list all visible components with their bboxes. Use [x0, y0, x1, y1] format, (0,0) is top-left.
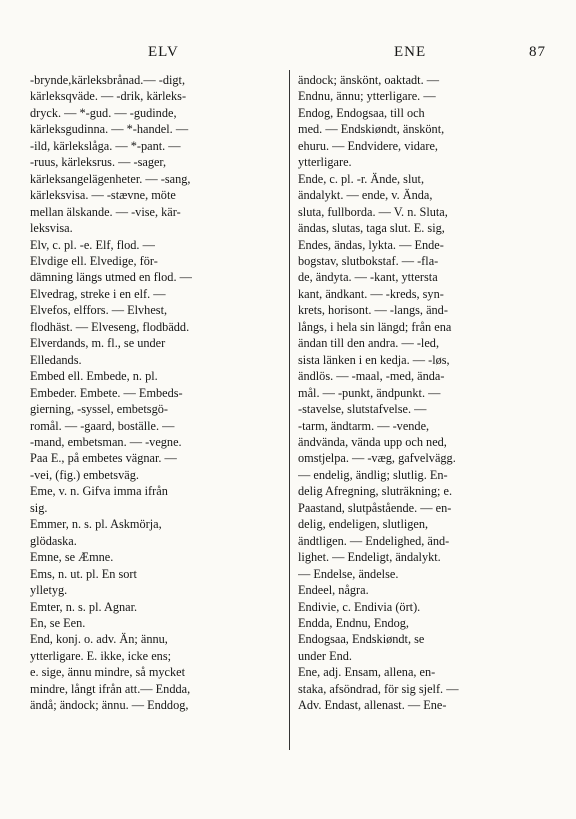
- dictionary-line: -ruus, kärleksrus. — -sager,: [30, 155, 167, 170]
- dictionary-line: Endogsaa, Endskiøndt, se: [298, 632, 425, 647]
- dictionary-line: Emne, se Æmne.: [30, 550, 114, 565]
- dictionary-line: kärleksqväde. — -drik, kärleks-: [30, 89, 187, 104]
- dictionary-line: Paa E., på embetes vägnar. —: [30, 451, 177, 466]
- dictionary-line: romål. — -gaard, boställe. —: [30, 418, 175, 433]
- dictionary-line: -brynde,kärleksbrånad.— -digt,: [30, 73, 186, 87]
- dictionary-line: Eme, v. n. Gifva imma ifrån: [30, 484, 168, 499]
- right-column: [298, 72, 548, 752]
- dictionary-line: kärleksangelägenheter. — -sang,: [30, 171, 191, 186]
- dictionary-line: leksvisa.: [30, 221, 73, 236]
- dictionary-line: ylletyg.: [30, 583, 68, 598]
- dictionary-line: e. sige, ännu mindre, så mycket: [30, 665, 186, 680]
- page-header: [32, 44, 546, 64]
- column-divider: [289, 70, 290, 750]
- dictionary-line: med. — Endskiøndt, änskönt,: [298, 122, 445, 137]
- dictionary-line: dryck. — *-gud. — -gudinde,: [30, 105, 177, 120]
- left-column: [30, 72, 282, 752]
- dictionary-line: sista länken i en kedja. — -løs,: [298, 352, 450, 367]
- dictionary-line: ändock; änskönt, oaktadt. —: [298, 73, 440, 87]
- dictionary-line: glödaska.: [30, 533, 77, 548]
- running-head-left: ELV: [148, 44, 179, 60]
- dictionary-line: sig.: [30, 500, 48, 515]
- dictionary-line: Embeder. Embete. — Embeds-: [30, 385, 183, 400]
- dictionary-line: — endelig, ändlig; slutlig. En-: [298, 467, 448, 482]
- dictionary-line: Embed ell. Embede, n. pl.: [30, 369, 158, 384]
- dictionary-line: ändvända, vända upp och ned,: [298, 434, 447, 449]
- dictionary-line: Endeel, några.: [298, 583, 369, 598]
- dictionary-line: långs, i hela sin längd; från ena: [298, 319, 452, 334]
- dictionary-line: Ems, n. ut. pl. En sort: [30, 566, 137, 581]
- dictionary-line: Ene, adj. Ensam, allena, en-: [298, 665, 436, 680]
- dictionary-line: Emter, n. s. pl. Agnar.: [30, 599, 138, 614]
- dictionary-line: Elverdands, m. fl., se under: [30, 336, 166, 351]
- dictionary-line: kärleksvisa. — -stævne, möte: [30, 188, 176, 203]
- dictionary-line: kärleksgudinna. — *-handel. —: [30, 122, 189, 137]
- dictionary-line: Elv, c. pl. -e. Elf, flod. —: [30, 237, 155, 252]
- dictionary-line: Elvdige ell. Elvedige, för-: [30, 253, 158, 268]
- dictionary-line: En, se Een.: [30, 615, 86, 630]
- dictionary-line: mellan älskande. — -vise, kär-: [30, 204, 181, 219]
- dictionary-line: Endes, ändas, lykta. — Ende-: [298, 237, 444, 252]
- dictionary-line: -tarm, ändtarm. — -vende,: [298, 418, 430, 433]
- dictionary-line: Elvefos, elffors. — Elvhest,: [30, 303, 168, 318]
- dictionary-line: ändan till den andra. — -led,: [298, 336, 440, 351]
- dictionary-line: Endog, Endogsaa, till och: [298, 105, 425, 120]
- dictionary-line: delig Afregning, sluträkning; e.: [298, 484, 453, 499]
- dictionary-line: Adv. Endast, allenast. — Ene-: [298, 698, 447, 713]
- dictionary-line: -mand, embetsman. — -vegne.: [30, 434, 182, 449]
- running-head-right: ENE: [394, 44, 427, 60]
- dictionary-line: Endda, Endnu, Endog,: [298, 615, 409, 630]
- dictionary-line: flodhäst. — Elveseng, flodbädd.: [30, 319, 190, 334]
- dictionary-line: gierning, -syssel, embetsgö-: [30, 402, 168, 417]
- dictionary-line: ändas, slutas, taga slut. E. sig,: [298, 221, 445, 236]
- dictionary-line: ytterligare. E. ikke, icke ens;: [30, 648, 172, 663]
- dictionary-line: Elvedrag, streke i en elf. —: [30, 286, 166, 301]
- dictionary-line: ändalykt. — ende, v. Ända,: [298, 188, 433, 203]
- dictionary-line: omstjelpa. — -væg, gafvelvägg.: [298, 451, 456, 466]
- dictionary-line: de, ändyta. — -kant, yttersta: [298, 270, 438, 285]
- dictionary-line: sluta, fullborda. — V. n. Sluta,: [298, 204, 448, 219]
- dictionary-line: ehuru. — Endvidere, vidare,: [298, 138, 438, 153]
- dictionary-line: End, konj. o. adv. Än; ännu,: [30, 632, 168, 647]
- dictionary-line: Elledands.: [30, 352, 82, 367]
- dictionary-line: under End.: [298, 648, 352, 663]
- dictionary-line: mindre, långt ifrån att.— Endda,: [30, 681, 191, 696]
- dictionary-line: staka, afsöndrad, för sig sjelf. —: [298, 681, 459, 696]
- dictionary-line: Ende, c. pl. -r. Ände, slut,: [298, 171, 425, 186]
- dictionary-line: ändå; ändock; ännu. — Enddog,: [30, 698, 189, 713]
- dictionary-line: ändtligen. — Endelighed, änd-: [298, 533, 450, 548]
- dictionary-line: ytterligare.: [298, 155, 352, 170]
- dictionary-line: dämning längs utmed en flod. —: [30, 270, 192, 285]
- dictionary-line: -ild, kärlekslåga. — *-pant. —: [30, 138, 181, 153]
- dictionary-line: kant, ändkant. — -kreds, syn-: [298, 286, 444, 301]
- page-number: 87: [529, 44, 546, 60]
- dictionary-line: — Endelse, ändelse.: [298, 566, 399, 581]
- dictionary-line: ändlös. — -maal, -med, ända-: [298, 369, 445, 384]
- dictionary-line: Paastand, slutpåstående. — en-: [298, 500, 452, 515]
- dictionary-line: Endivie, c. Endivia (ört).: [298, 599, 421, 614]
- dictionary-line: -stavelse, slutstafvelse. —: [298, 402, 427, 417]
- dictionary-line: Emmer, n. s. pl. Askmörja,: [30, 517, 162, 532]
- dictionary-line: krets, horisont. — -langs, änd-: [298, 303, 448, 318]
- dictionary-line: -vei, (fig.) embetsväg.: [30, 467, 139, 482]
- dictionary-line: Endnu, ännu; ytterligare. —: [298, 89, 436, 104]
- dictionary-line: lighet. — Endeligt, ändalykt.: [298, 550, 441, 565]
- dictionary-line: bogstav, slutbokstaf. — -fla-: [298, 253, 439, 268]
- dictionary-line: mål. — -punkt, ändpunkt. —: [298, 385, 441, 400]
- dictionary-line: delig, endeligen, slutligen,: [298, 517, 429, 532]
